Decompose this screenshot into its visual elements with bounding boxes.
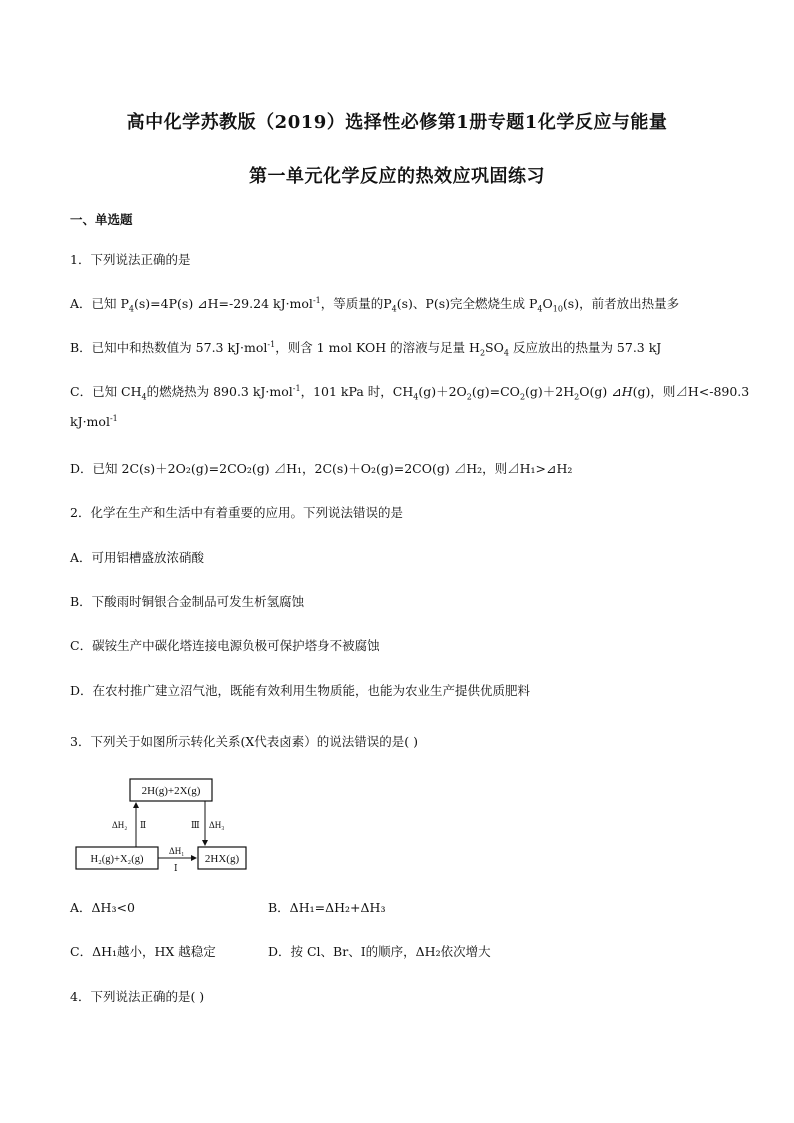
q2-option-a: A．可用铝槽盛放浓硝酸 bbox=[70, 550, 205, 565]
q2-option-c: C．碳铵生产中碳化塔连接电源负极可保护塔身不被腐蚀 bbox=[70, 638, 380, 653]
section-heading: 一、单选题 bbox=[70, 212, 133, 227]
q2-stem: 2．化学在生产和生活中有着重要的应用。下列说法错误的是 bbox=[70, 505, 403, 520]
q1-option-c: C．已知 $CH_4$的燃烧热为 890.3 kJ·mol$^{-1}$，101 kPa 时，$CH_4(g)+2O_2(g)=CO_2(g)+2H_2O(g)$ ⊿H(g)，则⊿H<-890.3 bbox=[70, 383, 750, 402]
step-iii-label: Ⅲ bbox=[191, 820, 200, 830]
q3-option-c: C．ΔH₁越小，HX 越稳定 bbox=[70, 944, 216, 959]
document-subtitle: 第一单元化学反应的热效应巩固练习 bbox=[249, 166, 545, 187]
step-i-label: Ⅰ bbox=[174, 863, 178, 873]
top-state-label: 2H(g)+2X(g) bbox=[141, 785, 201, 797]
dh1-label: ΔH₁ bbox=[169, 846, 185, 856]
q1-option-b: B．已知中和热数值为 57.3 kJ·mol$^{-1}$，则含 1 mol KOH 的溶液与足量 $H_2SO_4$ 反应放出的热量为 57.3 kJ bbox=[70, 339, 662, 358]
q3-stem: 3．下列关于如图所示转化关系(X代表卤素）的说法错误的是( ) bbox=[70, 734, 418, 749]
dh2-label: ΔH₂ bbox=[112, 820, 128, 830]
q1-option-c-continued: kJ·mol$^{-1}$ bbox=[70, 413, 118, 429]
document-title: 高中化学苏教版（2019）选择性必修第1册专题1化学反应与能量 bbox=[126, 112, 668, 133]
q3-option-b: B．ΔH₁=ΔH₂+ΔH₃ bbox=[268, 900, 386, 915]
step-ii-label: Ⅱ bbox=[140, 820, 147, 830]
right-state-label: 2HX(g) bbox=[204, 853, 240, 865]
q1-option-d: D．已知 2C(s)＋2O₂(g)=2CO₂(g) ⊿H₁，2C(s)＋O₂(g)=2CO(g) ⊿H₂，则⊿H₁>⊿H₂ bbox=[70, 461, 573, 476]
dh3-label: ΔH₃ bbox=[209, 820, 225, 830]
q1-stem: 1．下列说法正确的是 bbox=[70, 252, 191, 267]
q3-option-a: A．ΔH₃<0 bbox=[70, 900, 135, 915]
q4-stem: 4．下列说法正确的是( ) bbox=[70, 989, 205, 1004]
q1-option-a: A．已知 $P_4(s)=4P(s)$ ⊿H=-29.24 kJ·mol$^{-1}$，等质量的$P_4(s)$、P(s)完全燃烧生成 $P_4O_{10}(s)$，前者放出热量多 bbox=[70, 295, 680, 314]
q2-option-b: B．下酸雨时铜银合金制品可发生析氢腐蚀 bbox=[70, 594, 305, 609]
q3-energy-cycle-diagram bbox=[70, 775, 260, 885]
q2-option-d: D．在农村推广建立沼气池，既能有效利用生物质能，也能为农业生产提供优质肥料 bbox=[70, 683, 531, 698]
left-state-label: H₂(g)+X₂(g) bbox=[90, 854, 144, 865]
q3-option-d: D．按 Cl、Br、I的顺序，ΔH₂依次增大 bbox=[268, 944, 491, 959]
